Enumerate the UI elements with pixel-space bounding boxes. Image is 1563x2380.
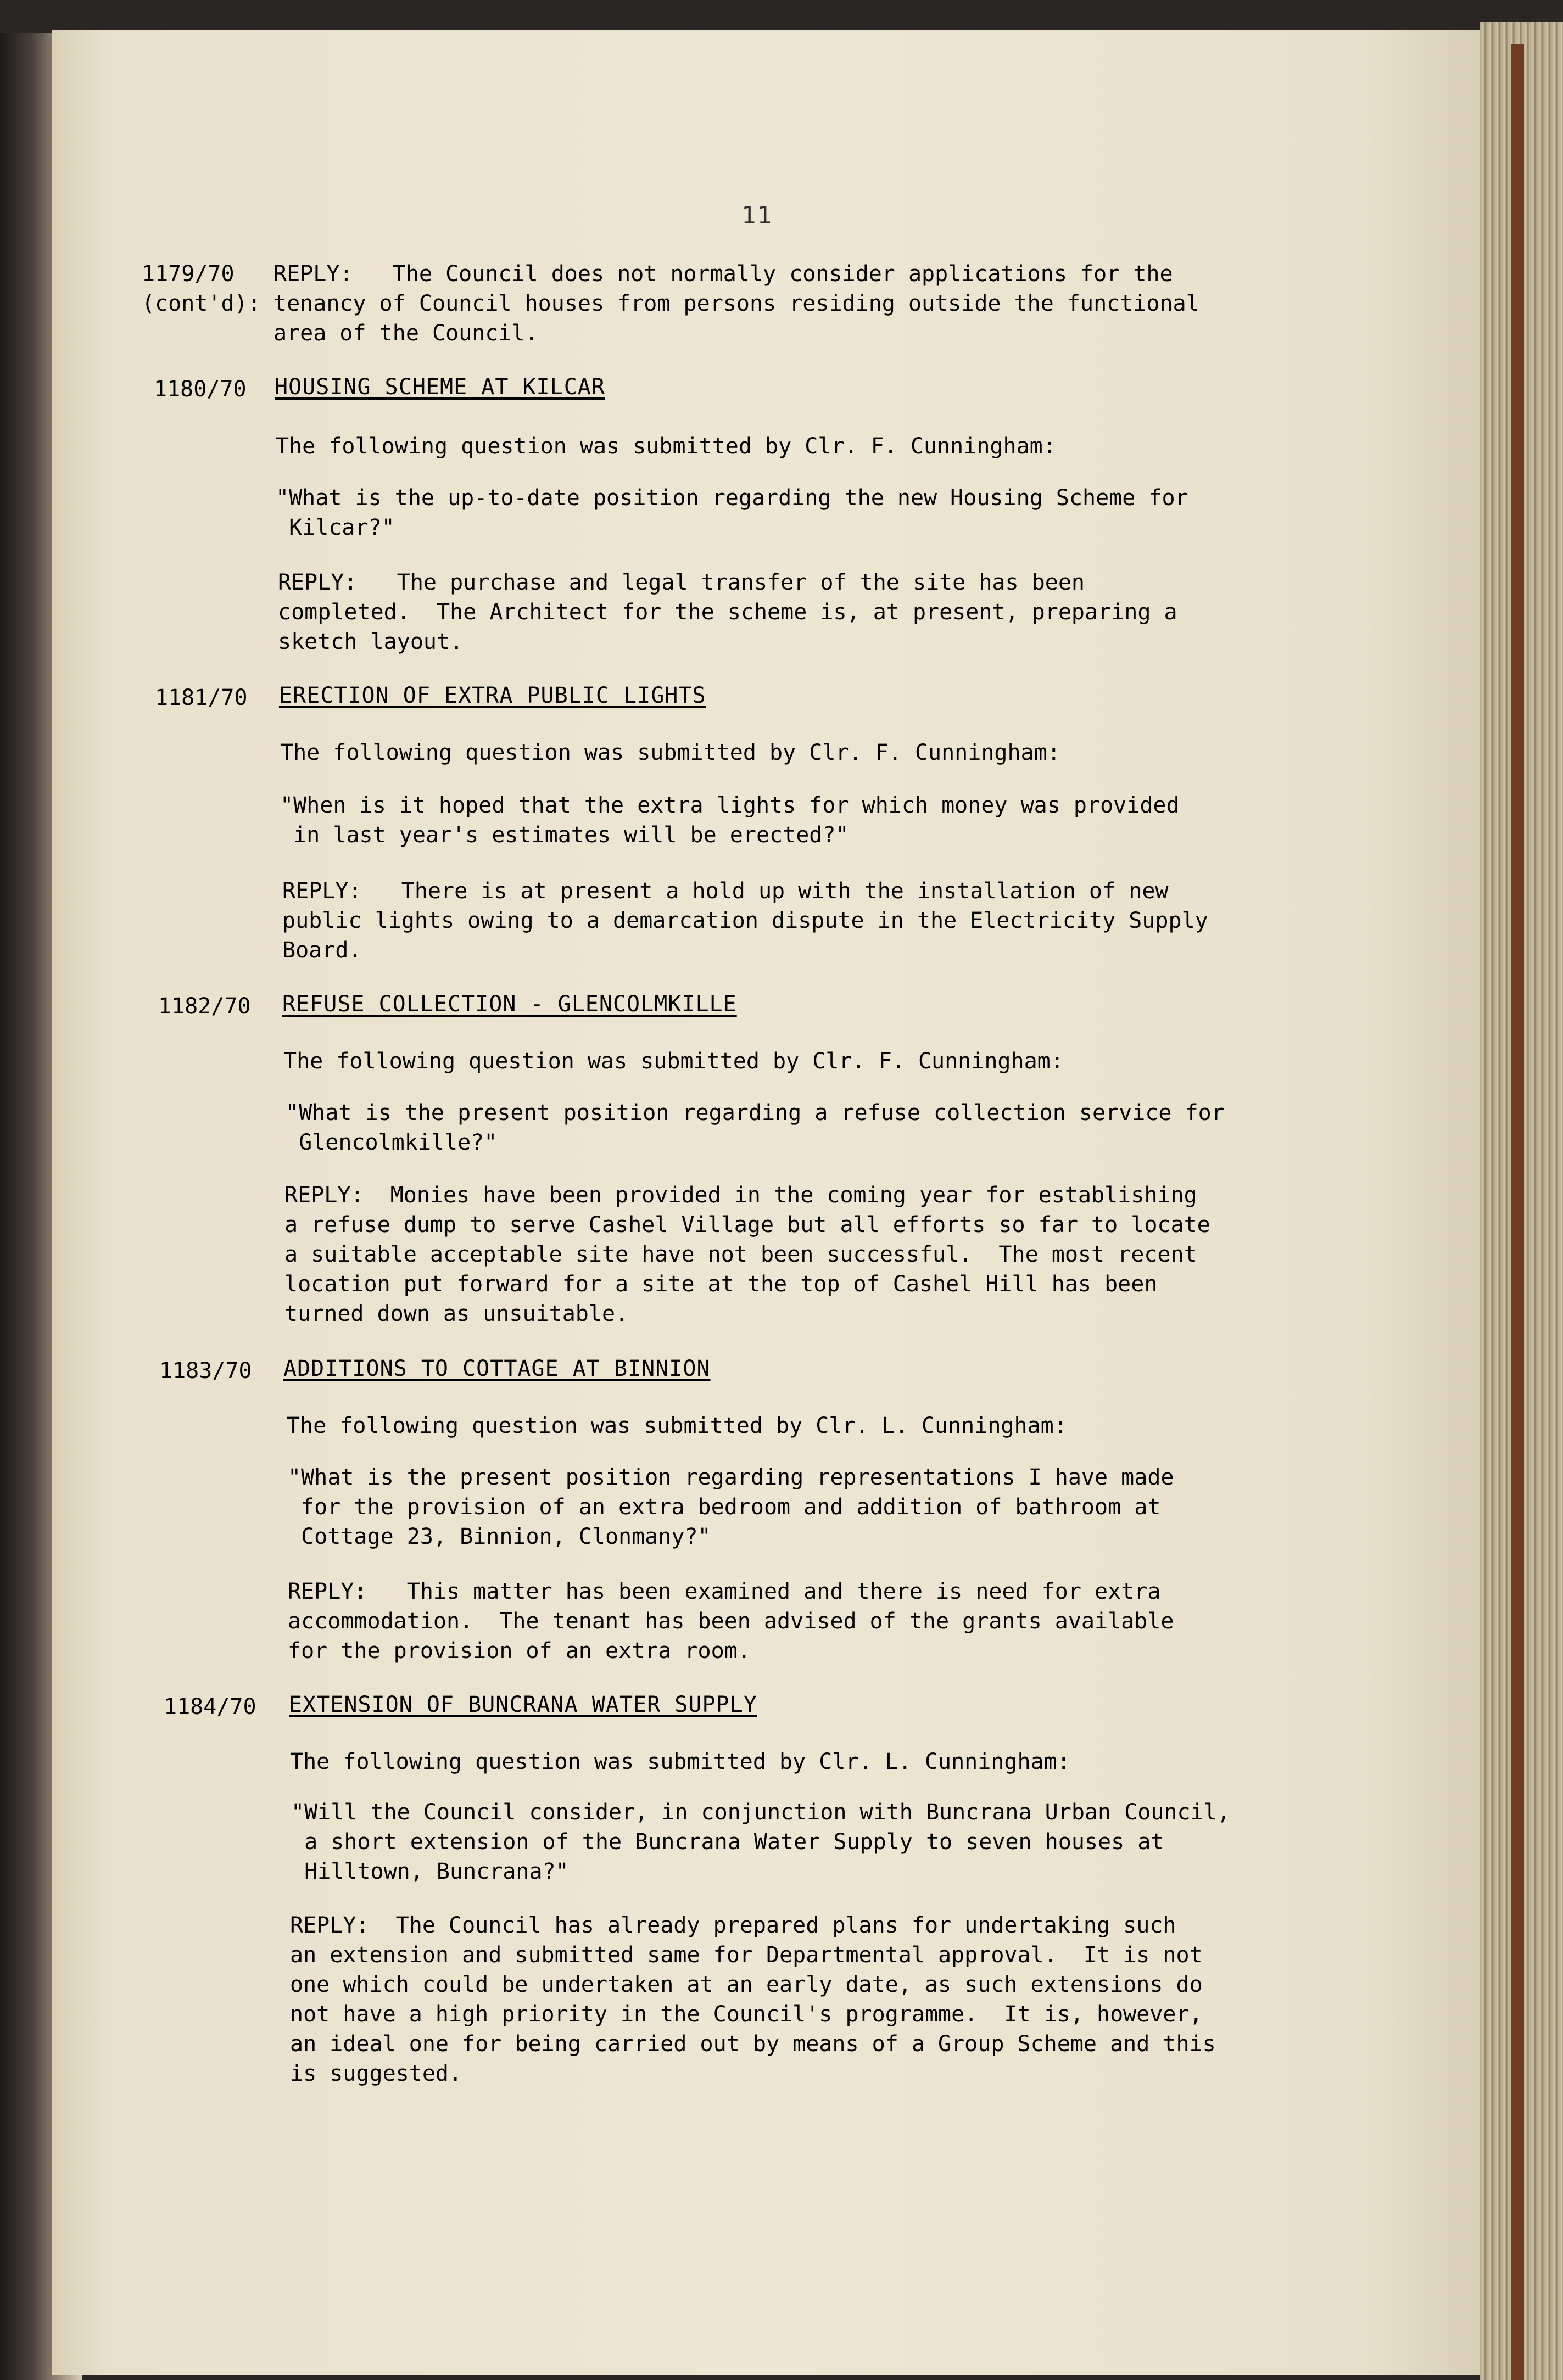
page-number: 11 [741, 201, 773, 229]
entry-number: 1180/70 [154, 377, 247, 402]
question-text: "What is the present position regarding a refuse collection service for Glencolmkille?" [286, 1100, 1225, 1155]
entry-heading: REFUSE COLLECTION - GLENCOLMKILLE [282, 992, 737, 1017]
entry-number: 1179/70 (cont'd): [142, 261, 261, 316]
reply-text: REPLY: There is at present a hold up with the installation of new public lights owing to a demarcation dispute in the Electricity Supply Board. [282, 878, 1208, 963]
question-intro: The following question was submitted by Clr. F. Cunningham: [280, 740, 1060, 765]
question-intro: The following question was submitted by Clr. L. Cunningham: [287, 1413, 1067, 1438]
reply-text: REPLY: The purchase and legal transfer of the site has been completed. The Architect for the scheme is, at present, preparing a sketch layout. [278, 570, 1177, 654]
reply-text: REPLY: This matter has been examined and there is need for extra accommodation. The tenant has been advised of the grants available for the provision of an extra room. [288, 1579, 1174, 1664]
question-intro: The following question was submitted by Clr. L. Cunningham: [290, 1749, 1070, 1774]
entry-number: 1184/70 [164, 1694, 256, 1720]
entry-number: 1181/70 [155, 685, 248, 710]
entry-heading: EXTENSION OF BUNCRANA WATER SUPPLY [289, 1692, 757, 1717]
question-text: "Will the Council consider, in conjunction with Buncrana Urban Council, a short extension of the Buncrana Water Supply to seven houses at Hilltown, Buncrana?" [291, 1800, 1230, 1884]
entry-number: 1183/70 [159, 1358, 252, 1384]
page-edges [1480, 22, 1563, 2380]
question-intro: The following question was submitted by Clr. F. Cunningham: [283, 1049, 1064, 1074]
question-text: "What is the present position regarding representations I have made for the provision of an extra bedroom and addition of bathroom at Cottage 23, Binnion, Clonmany?" [288, 1465, 1174, 1549]
entry-heading: HOUSING SCHEME AT KILCAR [275, 374, 605, 400]
entry-number: 1182/70 [158, 994, 251, 1019]
entry-heading: ERECTION OF EXTRA PUBLIC LIGHTS [279, 683, 706, 708]
reply-text: REPLY: Monies have been provided in the coming year for establishing a refuse dump to serve Cashel Village but all efforts so far to locate a suitable acceptable site have not been successful. The most recent location put forward for a site at the top of Cashel Hill has been turned down as unsuitable. [284, 1183, 1210, 1326]
question-text: "What is the up-to-date position regarding the new Housing Scheme for Kilcar?" [276, 485, 1188, 540]
question-text: "When is it hoped that the extra lights for which money was provided in last year's estimates will be erected?" [280, 793, 1180, 848]
reply-text: REPLY: The Council has already prepared plans for undertaking such an extension and submitted same for Departmental approval. It is not one which could be undertaken at an early date, as such extensions do not have a high priority in the Council's programme. It is, however, an ideal one for being carried out by means of a Group Scheme and this is suggested. [290, 1913, 1216, 2086]
question-intro: The following question was submitted by Clr. F. Cunningham: [276, 434, 1056, 459]
reply-text: REPLY: The Council does not normally consider applications for the tenancy of Council houses from persons residing outside the functional area of the Council. [273, 261, 1199, 346]
entry-heading: ADDITIONS TO COTTAGE AT BINNION [283, 1356, 711, 1381]
